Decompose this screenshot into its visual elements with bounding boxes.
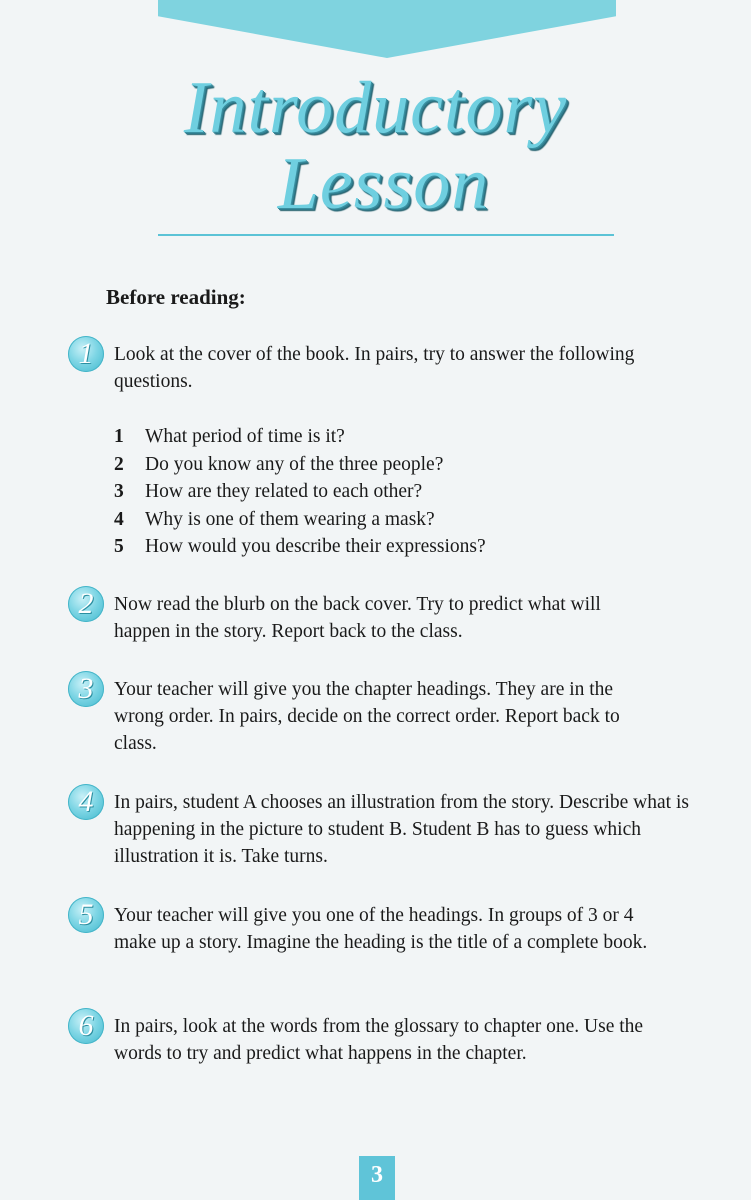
activity-number-badge: 3 [68,671,104,707]
activity-text: In pairs, look at the words from the glossary to chapter one. Use the words to try and predict what happens in the chapter. [114,1016,644,1064]
list-item [114,533,486,561]
list-item [114,451,486,479]
activity-text: Your teacher will give you one of the headings. In groups of 3 or 4 make up a story. Imagine the heading is the title of a complete book. [114,905,648,953]
activity-number-badge: 2 [68,586,104,622]
question-text: What period of time is it? [145,426,345,447]
question-number: 3 [114,481,124,502]
list-item [114,478,486,506]
question-text: How are they related to each other? [145,481,423,502]
page-number: 3 [359,1156,395,1200]
list-item [114,423,486,451]
question-text: How would you describe their expressions? [145,536,486,557]
activity-number-badge: 6 [68,1008,104,1044]
list-item [114,506,486,534]
question-list [114,423,486,561]
activity-text: Your teacher will give you the chapter headings. They are in the wrong order. In pairs, decide on the correct order. Report back to class. [114,679,620,754]
question-number: 2 [114,453,124,475]
activity-number-badge: 4 [68,784,104,820]
question-number: 4 [114,508,124,530]
activity-number-badge: 1 [68,336,104,372]
activity-number-badge: 5 [68,897,104,933]
header-tab [158,0,616,58]
title-divider [158,234,614,236]
question-number: 1 [114,426,124,447]
activity-text: Look at the cover of the book. In pairs, try to answer the following questions. [114,344,635,392]
activity-text: Now read the blurb on the back cover. Try to predict what will happen in the story. Report back to the class. [114,594,601,642]
page-title-line-1: Introductory [183,67,568,149]
section-heading: Before reading: [106,285,246,309]
question-text: Do you know any of the three people? [145,453,444,475]
page-title-line-2: Lesson [277,143,490,225]
question-text: Why is one of them wearing a mask? [145,508,435,530]
activity-text: In pairs, student A chooses an illustration from the story. Describe what is happening in the picture to student B. Student B has to guess which illustration it is. Take turns. [114,792,689,867]
question-number: 5 [114,536,124,557]
